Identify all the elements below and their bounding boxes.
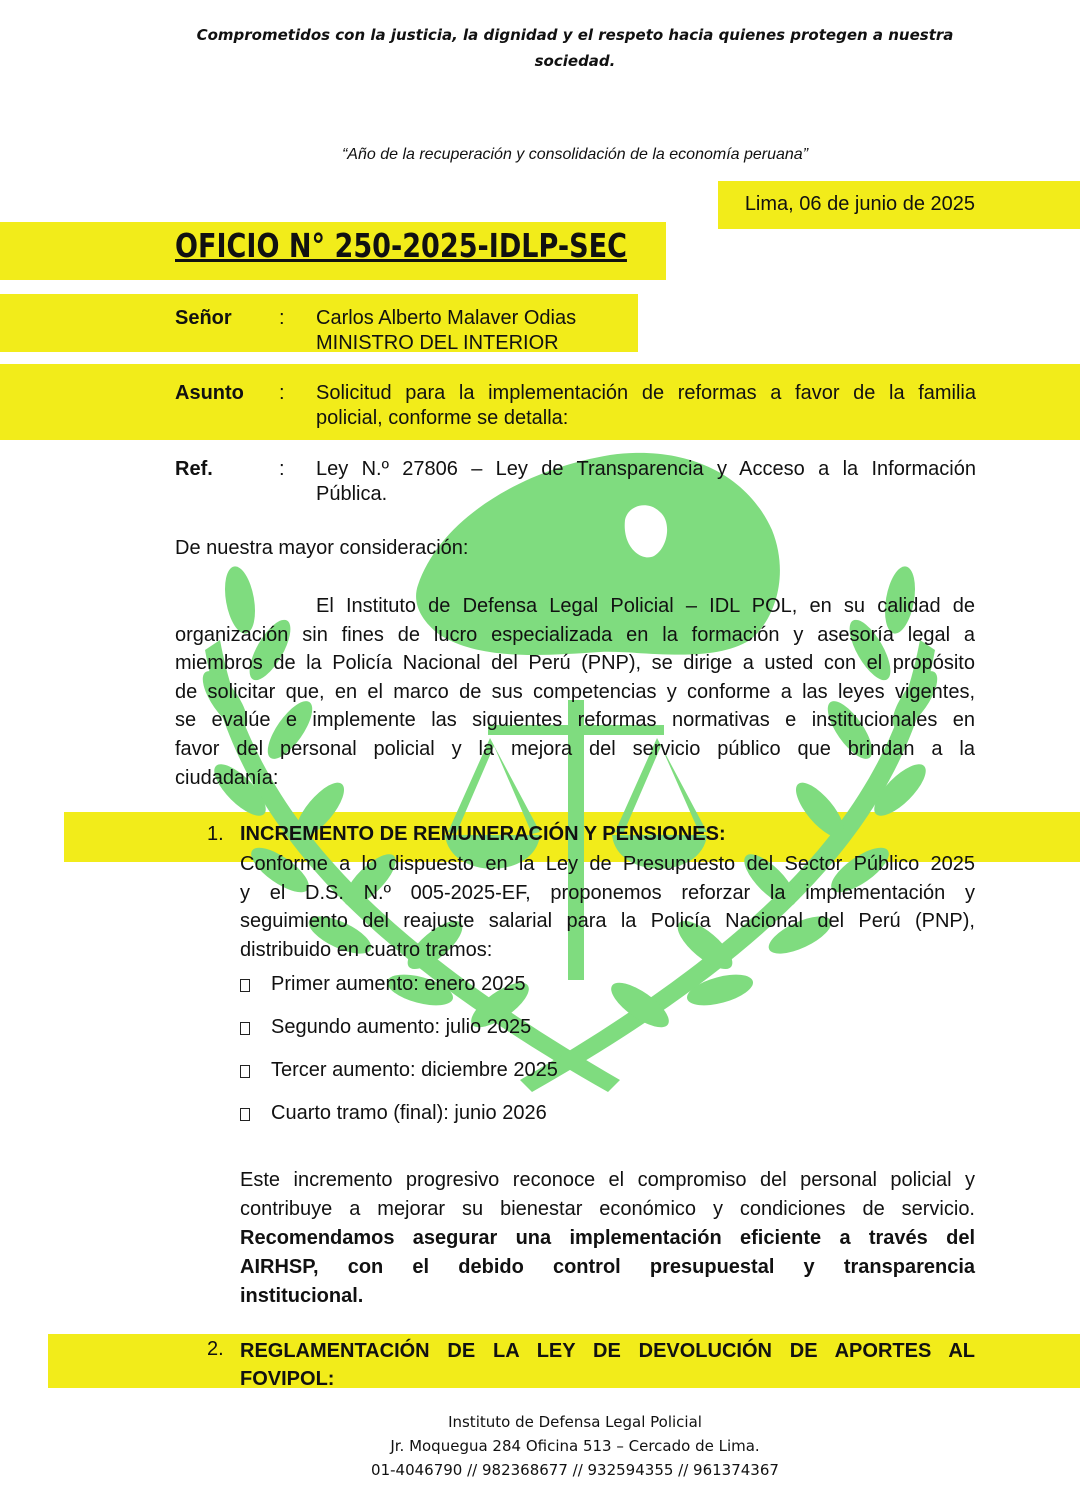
section1-body <box>240 850 975 964</box>
document-title: OFICIO N° 250-2025-IDLP-SEC <box>175 226 627 265</box>
asunto-colon: : <box>279 382 285 404</box>
motto-line-2: sociedad. <box>534 52 616 70</box>
intro-line: miembros de la Policía Nacional del Perú (PNP), se dirige a usted con el propósito <box>175 652 975 675</box>
ref-line-1: Ley N.º 27806 – Ley de Transparencia y Acceso a la Información <box>316 458 976 480</box>
intro-line: El Instituto de Defensa Legal Policial – IDL POL, en su calidad de <box>316 595 975 617</box>
salutation: De nuestra mayor consideración: <box>175 537 469 559</box>
bullet-item: Cuarto tramo (final): junio 2026 <box>271 1102 547 1124</box>
intro-line: favor del personal policial y la mejora del servicio público que brindan a la <box>175 737 975 760</box>
senor-label: Señor <box>175 307 232 329</box>
intro-line: organización sin fines de lucro especializada en la formación y asesoría legal a <box>175 623 975 646</box>
ref-value <box>316 457 976 507</box>
section2-heading-line: FOVIPOL: <box>240 1368 335 1390</box>
section1-heading: INCREMENTO DE REMUNERACIÓN Y PENSIONES: <box>240 823 726 845</box>
section1-body-line: distribuido en cuatro tramos: <box>240 938 493 961</box>
footer-org: Instituto de Defensa Legal Policial <box>448 1413 702 1431</box>
senor-name: Carlos Alberto Malaver Odias <box>316 307 577 329</box>
section2-number: 2. <box>207 1338 224 1360</box>
section1-closing <box>240 1166 975 1311</box>
senor-position: MINISTRO DEL INTERIOR <box>316 332 559 354</box>
intro-line: ciudadanía: <box>175 766 279 789</box>
asunto-value <box>316 381 976 431</box>
footer-address: Jr. Moquegua 284 Oficina 513 – Cercado de Lima. <box>390 1437 760 1455</box>
senor-colon: : <box>279 307 285 329</box>
asunto-line-2: policial, conforme se detalla: <box>316 407 569 429</box>
closing-bold-line: AIRHSP, con el debido control presupuestal y transparencia <box>240 1256 975 1278</box>
closing-line: contribuye a mejorar su bienestar económico y condiciones de servicio. <box>240 1198 975 1220</box>
ref-label: Ref. <box>175 458 213 480</box>
bullet-item: Tercer aumento: diciembre 2025 <box>271 1059 558 1081</box>
section2-heading <box>240 1337 975 1393</box>
section1-body-line: seguimiento del reajuste salarial para la Policía Nacional del Perú (PNP), <box>240 910 975 933</box>
bullet-item: Segundo aumento: julio 2025 <box>271 1016 532 1038</box>
footer-phones: 01-4046790 // 982368677 // 932594355 // 961374367 <box>371 1461 779 1479</box>
section1-body-line: Conforme a lo dispuesto en la Ley de Presupuesto del Sector Público 2025 <box>240 853 975 875</box>
footer <box>200 1410 950 1482</box>
ref-line-2: Pública. <box>316 483 388 505</box>
year-name: “Año de la recuperación y consolidación de la economía peruana” <box>341 146 809 163</box>
section2-heading-line: REGLAMENTACIÓN DE LA LEY DE DEVOLUCIÓN DE APORTES AL <box>240 1340 975 1362</box>
bullet-item: Primer aumento: enero 2025 <box>271 973 526 995</box>
intro-line: de solicitar que, en el marco de sus competencias y conforme a las leyes vigentes, <box>175 680 975 703</box>
closing-bold-line: institucional. <box>240 1285 364 1307</box>
ref-colon: : <box>279 458 285 480</box>
senor-value <box>316 306 976 356</box>
closing-line: Este incremento progresivo reconoce el compromiso del personal policial y <box>240 1169 975 1191</box>
header-motto <box>150 22 1000 74</box>
motto-line-1: Comprometidos con la justicia, la dignidad y el respeto hacia quienes protegen a nuestra <box>196 26 954 44</box>
intro-line: se evalúe e implemente las siguientes reformas normativas e institucionales en <box>175 709 975 732</box>
intro-paragraph <box>175 592 975 792</box>
asunto-line-1: Solicitud para la implementación de reformas a favor de la familia <box>316 382 976 404</box>
document-date: Lima, 06 de junio de 2025 <box>744 193 975 215</box>
section1-number: 1. <box>207 823 224 845</box>
section1-body-line: y el D.S. N.º 005-2025-EF, proponemos reforzar la implementación y <box>240 881 975 904</box>
closing-bold-line: Recomendamos asegurar una implementación eficiente a través del <box>240 1227 975 1249</box>
asunto-label: Asunto <box>175 382 244 404</box>
